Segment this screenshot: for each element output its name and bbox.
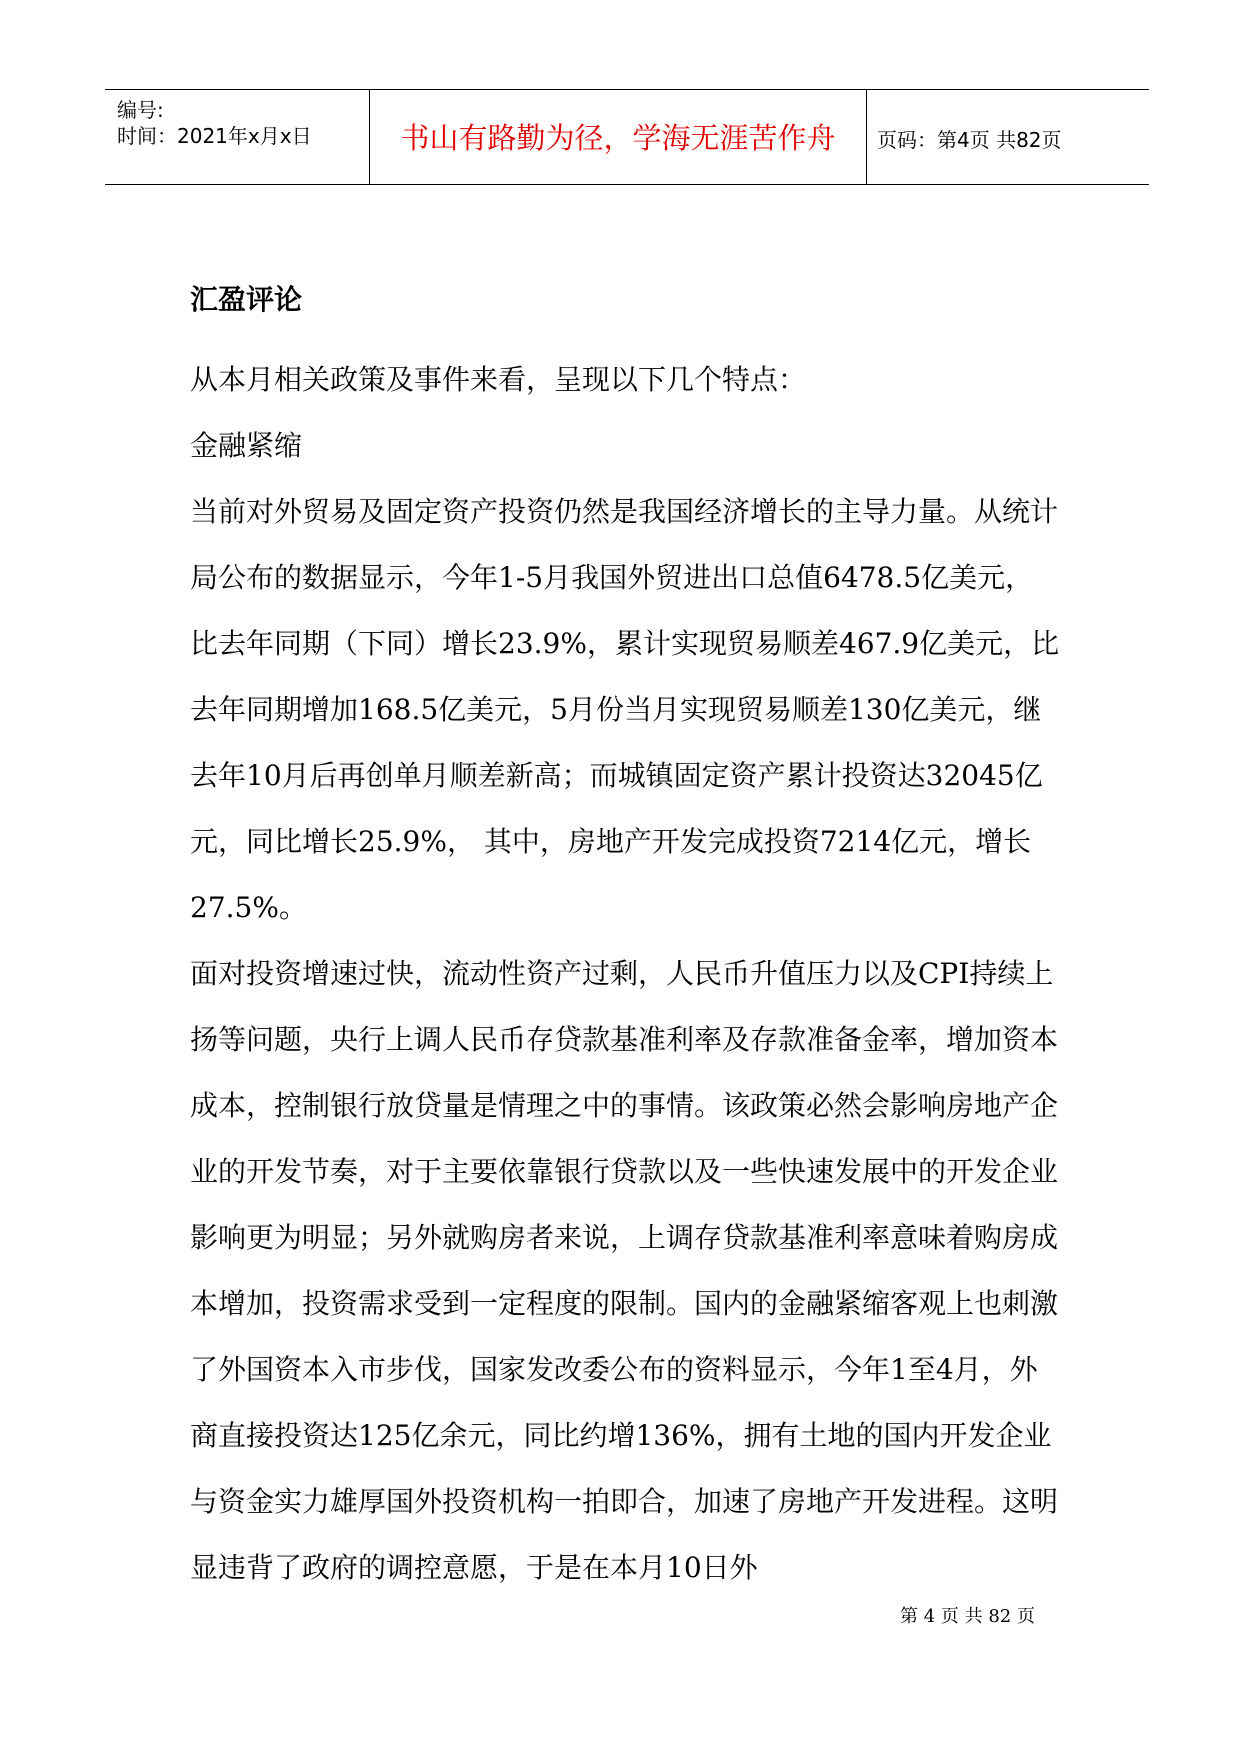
header-page-code: 页码：第4页 共82页 [877, 128, 1062, 152]
serial-number-label: 编号: [117, 98, 164, 122]
page-header [105, 89, 1149, 185]
document-body [190, 280, 1060, 1601]
header-right-cell [867, 90, 1149, 184]
paragraph-1: 当前对外贸易及固定资产投资仍然是我国经济增长的主导力量。从统计局公布的数据显示，今年1-5月我国外贸进出口总值6478.5亿美元，比去年同期（下同）增长23.9%，累计实现贸易顺差467.9亿美元，比去年同期增加168.5亿美元，5月份当月实现贸易顺差130亿美元，继去年10月后再创单月顺差新高；而城镇固定资产累计投资达32045亿元，同比增长25.9%， 其中，房地产开发完成投资7214亿元，增长27.5%。 [190, 495, 1060, 924]
date-text: 时间：2021年x月x日 [117, 124, 312, 148]
header-motto-cell [369, 90, 867, 184]
paragraph-2: 面对投资增速过快，流动性资产过剩，人民币升值压力以及CPI持续上扬等问题，央行上调人民币存贷款基准利率及存款准备金率，增加资本成本，控制银行放贷量是情理之中的事情。该政策必然会影响房地产企业的开发节奏，对于主要依靠银行贷款以及一些快速发展中的开发企业影响更为明显；另外就购房者来说，上调存贷款基准利率意味着购房成本增加，投资需求受到一定程度的限制。国内的金融紧缩客观上也刺激了外国资本入市步伐，国家发改委公布的资料显示，今年1至4月，外商直接投资达125亿余元，同比约增136%，拥有土地的国内开发企业与资金实力雄厚国外投资机构一拍即合，加速了房地产开发进程。这明显违背了政府的调控意愿，于是在本月10日外 [190, 957, 1059, 1584]
page-footer: 第 4 页 共 82 页 [900, 1606, 1035, 1627]
intro-line: 从本月相关政策及事件来看，呈现以下几个特点： [190, 363, 807, 396]
header-motto: 书山有路勤为径，学海无涯苦作舟 [400, 121, 836, 155]
section-heading: 汇盈评论 [190, 283, 303, 316]
subheading: 金融紧缩 [190, 429, 303, 462]
header-left-cell [105, 90, 369, 184]
